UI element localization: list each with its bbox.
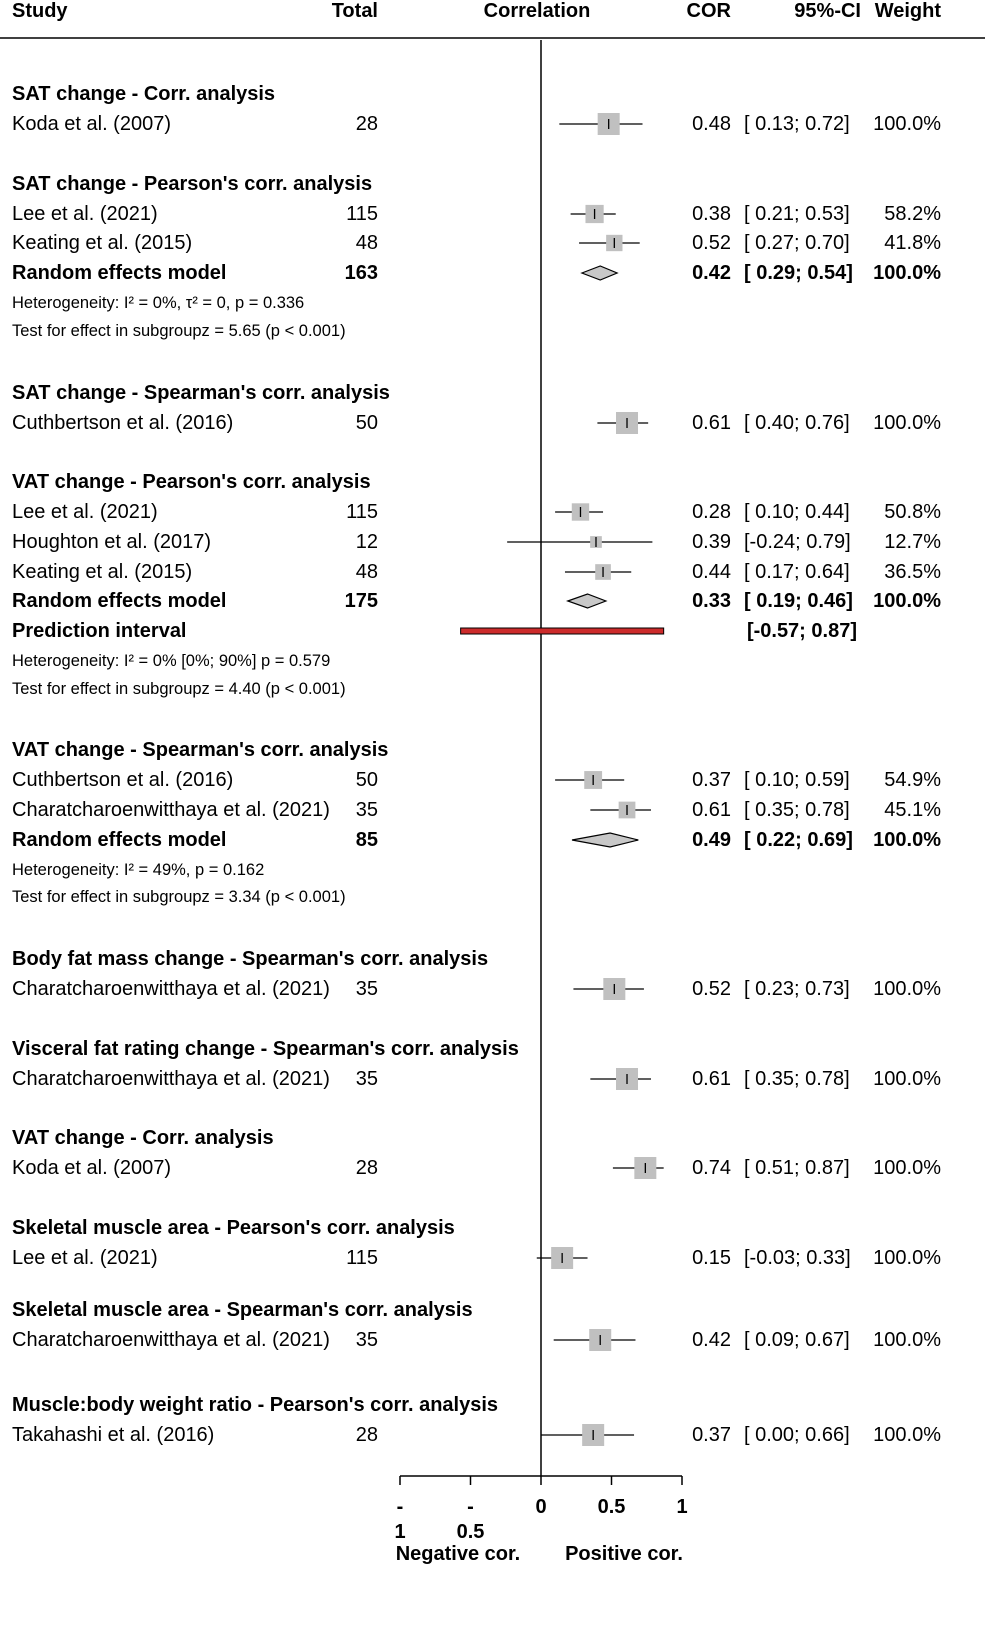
- ci-value: [ 0.35; 0.78]: [744, 799, 850, 821]
- negative-cor-label: Negative cor.: [395, 1543, 521, 1565]
- header-weight: Weight: [874, 0, 941, 22]
- study-name: Charatcharoenwitthaya et al. (2021): [12, 1068, 330, 1090]
- study-name: Charatcharoenwitthaya et al. (2021): [12, 978, 330, 1000]
- cor-value: 0.42: [692, 1329, 731, 1351]
- weight-value: 36.5%: [884, 561, 941, 583]
- study-name: Cuthbertson et al. (2016): [12, 412, 234, 434]
- subgroup-test-text: Test for effect in subgroupz = 5.65 (p < 0.001): [12, 322, 346, 340]
- random-effects-ci: [ 0.22; 0.69]: [744, 829, 853, 851]
- x-tick-label-second-line: 1: [394, 1521, 406, 1543]
- weight-value: 54.9%: [884, 769, 941, 791]
- study-total: 115: [346, 1247, 378, 1269]
- weight-value: 100.0%: [873, 1329, 941, 1351]
- subgroup-title: VAT change - Corr. analysis: [12, 1127, 274, 1149]
- random-effects-ci: [ 0.19; 0.46]: [744, 590, 853, 612]
- cor-value: 0.15: [692, 1247, 731, 1269]
- header-ci: 95%-CI: [794, 0, 861, 22]
- weight-value: 50.8%: [884, 501, 941, 523]
- study-name: Lee et al. (2021): [12, 501, 158, 523]
- subgroup-title: Skeletal muscle area - Spearman's corr. analysis: [12, 1299, 473, 1321]
- x-tick-label: 0.5: [597, 1496, 626, 1518]
- cor-value: 0.48: [692, 113, 731, 135]
- random-effects-label: Random effects model: [12, 590, 227, 612]
- cor-value: 0.74: [692, 1157, 731, 1179]
- weight-value: 100.0%: [873, 1424, 941, 1446]
- subgroup-title: Body fat mass change - Spearman's corr. analysis: [12, 948, 489, 970]
- study-total: 48: [355, 561, 378, 583]
- x-tick-label: -: [396, 1496, 404, 1518]
- random-effects-weight: 100.0%: [873, 590, 941, 612]
- study-total: 28: [355, 1424, 378, 1446]
- ci-value: [ 0.00; 0.66]: [744, 1424, 850, 1446]
- study-total: 48: [355, 232, 378, 254]
- weight-value: 100.0%: [873, 978, 941, 1000]
- random-effects-cor: 0.42: [692, 262, 731, 284]
- cor-value: 0.39: [692, 531, 731, 553]
- subgroup-title: SAT change - Spearman's corr. analysis: [12, 382, 390, 404]
- summary-diamond: [572, 833, 638, 847]
- random-effects-cor: 0.33: [692, 590, 731, 612]
- ci-value: [ 0.23; 0.73]: [744, 978, 850, 1000]
- summary-diamond: [582, 266, 617, 280]
- random-effects-weight: 100.0%: [873, 829, 941, 851]
- ci-value: [ 0.27; 0.70]: [744, 232, 850, 254]
- random-effects-total: 163: [344, 262, 378, 284]
- cor-value: 0.61: [692, 1068, 731, 1090]
- cor-value: 0.37: [692, 769, 731, 791]
- random-effects-total: 175: [344, 590, 378, 612]
- cor-value: 0.28: [692, 501, 731, 523]
- study-total: 50: [355, 412, 378, 434]
- ci-value: [-0.24; 0.79]: [744, 531, 851, 553]
- cor-value: 0.52: [692, 232, 731, 254]
- positive-cor-label: Positive cor.: [565, 1543, 683, 1565]
- study-total: 28: [355, 1157, 378, 1179]
- ci-value: [ 0.10; 0.59]: [744, 769, 850, 791]
- study-name: Lee et al. (2021): [12, 1247, 158, 1269]
- weight-value: 12.7%: [884, 531, 941, 553]
- random-effects-label: Random effects model: [12, 829, 227, 851]
- study-name: Koda et al. (2007): [12, 1157, 171, 1179]
- study-total: 28: [355, 113, 378, 135]
- study-total: 35: [355, 1068, 378, 1090]
- ci-value: [ 0.10; 0.44]: [744, 501, 850, 523]
- subgroup-title: VAT change - Spearman's corr. analysis: [12, 739, 389, 761]
- subgroup-test-text: Test for effect in subgroupz = 4.40 (p < 0.001): [12, 680, 346, 698]
- weight-value: 100.0%: [873, 113, 941, 135]
- study-name: Houghton et al. (2017): [12, 531, 212, 553]
- study-name: Keating et al. (2015): [12, 232, 193, 254]
- subgroup-title: Visceral fat rating change - Spearman's corr. analysis: [12, 1038, 519, 1060]
- cor-value: 0.38: [692, 203, 731, 225]
- cor-value: 0.61: [692, 799, 731, 821]
- subgroup-title: SAT change - Pearson's corr. analysis: [12, 173, 373, 195]
- ci-value: [ 0.40; 0.76]: [744, 412, 850, 434]
- header-study: Study: [12, 0, 68, 22]
- ci-value: [-0.03; 0.33]: [744, 1247, 851, 1269]
- ci-value: [ 0.21; 0.53]: [744, 203, 850, 225]
- ci-value: [ 0.17; 0.64]: [744, 561, 850, 583]
- cor-value: 0.61: [692, 412, 731, 434]
- weight-value: 100.0%: [873, 412, 941, 434]
- study-total: 115: [346, 501, 378, 523]
- heterogeneity-text: Heterogeneity: I² = 0%, τ² = 0, p = 0.336: [12, 294, 305, 312]
- random-effects-ci: [ 0.29; 0.54]: [744, 262, 853, 284]
- prediction-interval-bar: [461, 628, 664, 634]
- subgroup-test-text: Test for effect in subgroupz = 3.34 (p < 0.001): [12, 888, 346, 906]
- header-total: Total: [331, 0, 378, 22]
- weight-value: 100.0%: [873, 1068, 941, 1090]
- x-tick-label: 1: [676, 1496, 688, 1518]
- subgroup-title: VAT change - Pearson's corr. analysis: [12, 471, 371, 493]
- study-total: 50: [355, 769, 378, 791]
- ci-value: [ 0.51; 0.87]: [744, 1157, 850, 1179]
- summary-diamond: [568, 594, 606, 608]
- study-name: Cuthbertson et al. (2016): [12, 769, 234, 791]
- x-tick-label: 0: [535, 1496, 547, 1518]
- heterogeneity-text: Heterogeneity: I² = 49%, p = 0.162: [12, 861, 265, 879]
- study-name: Lee et al. (2021): [12, 203, 158, 225]
- random-effects-cor: 0.49: [692, 829, 731, 851]
- weight-value: 45.1%: [884, 799, 941, 821]
- subgroup-title: Muscle:body weight ratio - Pearson's corr. analysis: [12, 1394, 499, 1416]
- x-tick-label-second-line: 0.5: [456, 1521, 485, 1543]
- random-effects-weight: 100.0%: [873, 262, 941, 284]
- random-effects-label: Random effects model: [12, 262, 227, 284]
- subgroup-title: Skeletal muscle area - Pearson's corr. analysis: [12, 1217, 455, 1239]
- study-name: Keating et al. (2015): [12, 561, 193, 583]
- prediction-ci: [-0.57; 0.87]: [746, 620, 857, 642]
- ci-value: [ 0.13; 0.72]: [744, 113, 850, 135]
- study-name: Koda et al. (2007): [12, 113, 171, 135]
- prediction-label: Prediction interval: [12, 620, 187, 642]
- study-total: 35: [355, 799, 378, 821]
- subgroup-title: SAT change - Corr. analysis: [12, 83, 276, 105]
- cor-value: 0.52: [692, 978, 731, 1000]
- ci-value: [ 0.09; 0.67]: [744, 1329, 850, 1351]
- weight-value: 41.8%: [884, 232, 941, 254]
- ci-value: [ 0.35; 0.78]: [744, 1068, 850, 1090]
- study-total: 115: [346, 203, 378, 225]
- weight-value: 58.2%: [884, 203, 941, 225]
- header-correlation: Correlation: [483, 0, 591, 22]
- study-name: Charatcharoenwitthaya et al. (2021): [12, 799, 330, 821]
- header-cor: COR: [686, 0, 731, 22]
- cor-value: 0.37: [692, 1424, 731, 1446]
- cor-value: 0.44: [692, 561, 731, 583]
- weight-value: 100.0%: [873, 1157, 941, 1179]
- study-name: Takahashi et al. (2016): [12, 1424, 215, 1446]
- weight-value: 100.0%: [873, 1247, 941, 1269]
- study-total: 35: [355, 978, 378, 1000]
- study-name: Charatcharoenwitthaya et al. (2021): [12, 1329, 330, 1351]
- random-effects-total: 85: [355, 829, 378, 851]
- study-total: 12: [355, 531, 378, 553]
- x-tick-label: -: [467, 1496, 474, 1518]
- heterogeneity-text: Heterogeneity: I² = 0% [0%; 90%] p = 0.579: [12, 652, 331, 670]
- study-total: 35: [355, 1329, 378, 1351]
